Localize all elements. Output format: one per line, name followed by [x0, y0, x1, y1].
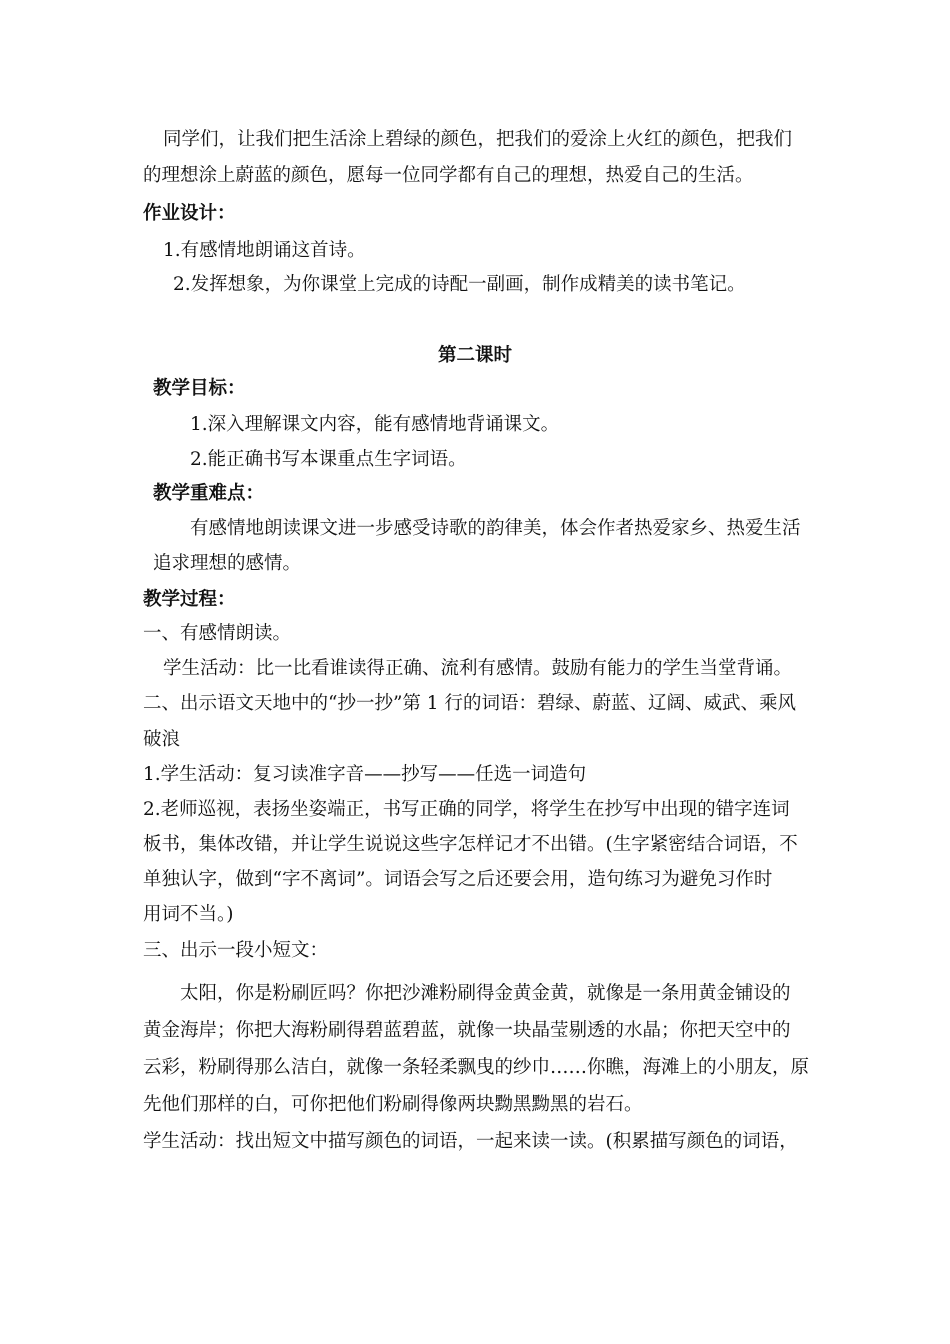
step-2-line-1: 二、出示语文天地中的“抄一抄”第 1 行的词语：碧绿、蔚蓝、辽阔、威武、乘风 — [143, 693, 796, 714]
intro-line-2: 的理想涂上蔚蓝的颜色，愿每一位同学都有自己的理想，热爱自己的生活。 — [143, 165, 754, 186]
passage-line-1: 太阳，你是粉刷匠吗？你把沙滩粉刷得金黄金黄，就像是一条用黄金铺设的 — [180, 983, 791, 1004]
passage-line-2: 黄金海岸；你把大海粉刷得碧蓝碧蓝，就像一块晶莹剔透的水晶；你把天空中的 — [143, 1020, 791, 1041]
homework-item-2: 2.发挥想象，为你课堂上完成的诗配一副画，制作成精美的读书笔记。 — [173, 274, 746, 295]
step-1: 一、有感情朗读。 — [143, 623, 292, 644]
passage-line-3: 云彩，粉刷得那么洁白，就像一条轻柔飘曳的纱巾……你瞧，海滩上的小朋友，原 — [143, 1057, 810, 1078]
step-3: 三、出示一段小短文： — [143, 940, 329, 961]
step-2-item-2-line-1: 2.老师巡视，表扬坐姿端正，书写正确的同学，将学生在抄写中出现的错字连词 — [143, 799, 790, 820]
passage-line-4: 先他们那样的白，可你把他们粉刷得像两块黝黑黝黑的岩石。 — [143, 1094, 643, 1115]
step-2-item-1: 1.学生活动：复习读准字音——抄写——任选一词造句 — [143, 764, 587, 785]
keypoints-line-1: 有感情地朗读课文进一步感受诗歌的韵律美，体会作者热爱家乡、热爱生活 — [190, 518, 801, 539]
homework-heading: 作业设计： — [143, 203, 236, 224]
step-2-item-2-line-3: 单独认字，做到“字不离词”。词语会写之后还要会用，造句练习为避免习作时 — [143, 869, 773, 890]
homework-item-1: 1.有感情地朗诵这首诗。 — [163, 240, 366, 261]
step-2-line-2: 破浪 — [143, 729, 181, 750]
intro-line-1: 同学们，让我们把生活涂上碧绿的颜色，把我们的爱涂上火红的颜色，把我们 — [163, 129, 793, 150]
step-1-activity: 学生活动：比一比看谁读得正确、流利有感情。鼓励有能力的学生当堂背诵。 — [163, 658, 793, 679]
keypoints-heading: 教学重难点： — [153, 483, 265, 504]
keypoints-line-2: 追求理想的感情。 — [153, 553, 302, 574]
goals-heading: 教学目标： — [153, 378, 246, 399]
goal-1: 1.深入理解课文内容，能有感情地背诵课文。 — [190, 414, 560, 435]
process-heading: 教学过程： — [143, 589, 236, 610]
step-2-item-2-line-2: 板书，集体改错，并让学生说说这些字怎样记才不出错。(生字紧密结合词语，不 — [143, 834, 798, 855]
lesson-title: 第二课时 — [437, 345, 512, 366]
step-2-item-2-line-4: 用词不当。) — [143, 904, 234, 925]
goal-2: 2.能正确书写本课重点生字词语。 — [190, 449, 467, 470]
step-3-activity: 学生活动：找出短文中描写颜色的词语，一起来读一读。(积累描写颜色的词语， — [143, 1131, 798, 1152]
